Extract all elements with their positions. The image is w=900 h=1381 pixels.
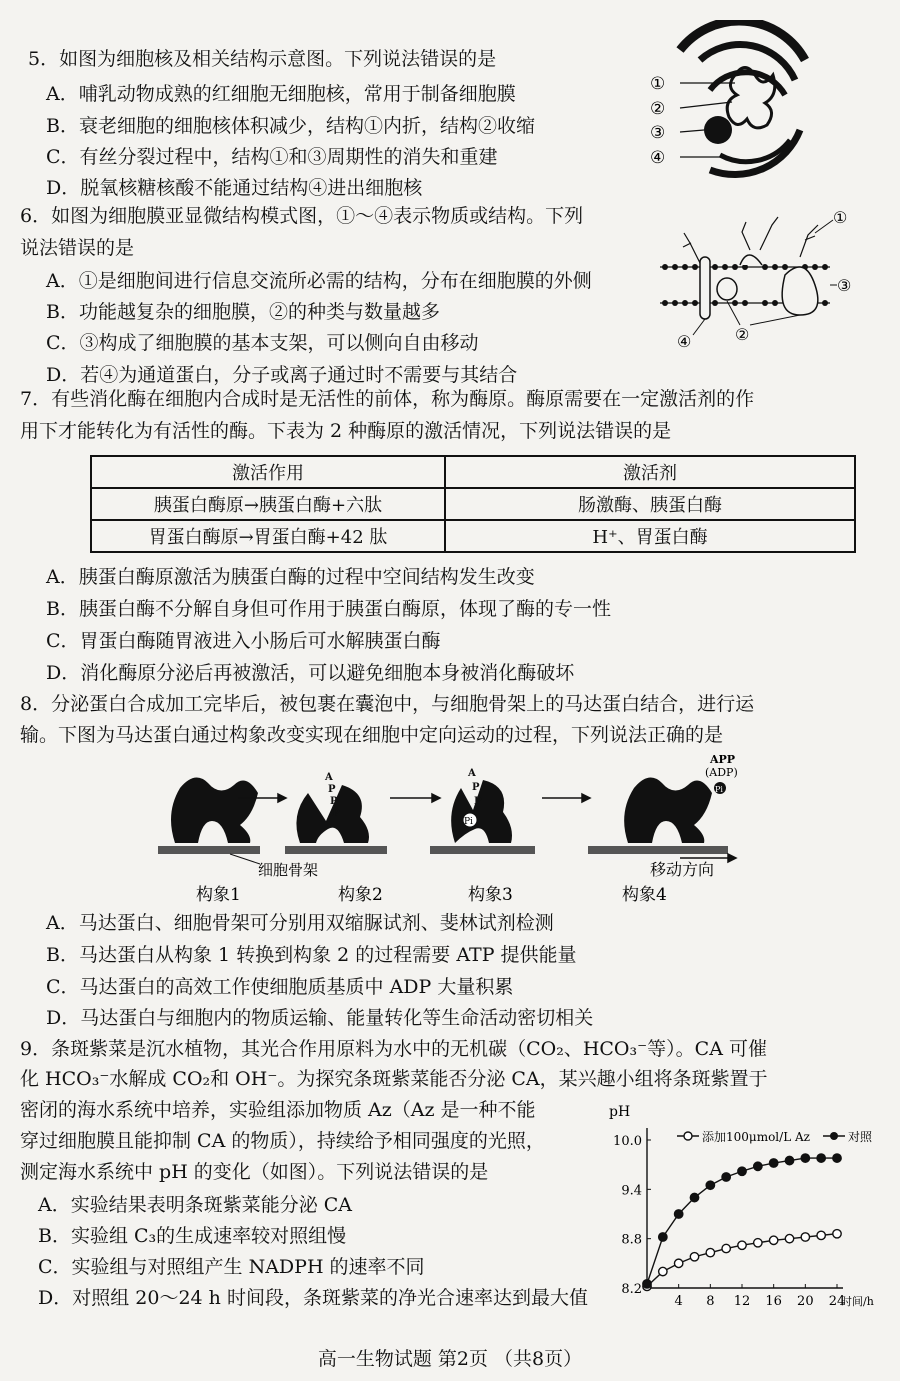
data-point-series-0 [801,1233,809,1241]
chart-x-tick-label: 8 [706,1294,715,1309]
q9-stem-line3: 密闭的海水系统中培养，实验组添加物质 Az（Az 是一种不能 [20,1099,536,1121]
nucleus-label-1: ① [650,74,666,94]
nucleus-label-4: ④ [650,148,666,168]
data-point-series-0 [785,1234,793,1242]
motor3-pi: Pi [464,817,473,827]
q8-option-d: D．马达蛋白与细胞内的物质运输、能量转化等生命活动密切相关 [46,1007,594,1029]
data-point-series-0 [817,1231,825,1239]
q5-stem: 5．如图为细胞核及相关结构示意图。下列说法错误的是 [28,48,497,70]
q9-stem-line4: 穿过细胞膜且能抑制 CA 的物质），持续给予相同强度的光照， [20,1130,545,1152]
motor2-app-a: A [325,772,333,783]
chart-y-tick-label: 8.2 [621,1282,642,1297]
nucleus-diagram [640,20,810,195]
chart-y-tick-label: 8.8 [621,1232,642,1248]
motor3-app-p1: P [472,782,480,793]
membrane-diagram [655,195,860,355]
chart-x-tick-label: 16 [765,1294,782,1309]
q7-stem-line2: 用下才能转化为有活性的酶。下表为 2 种酶原的激活情况，下列说法错误的是 [20,420,672,442]
q9-stem-line2: 化 HCO₃⁻水解成 CO₂和 OH⁻。为探究条斑紫菜能否分泌 CA，某兴趣小组将条斑紫置于 [20,1068,768,1090]
chart-x-tick-label: 4 [674,1294,683,1309]
q7-option-b: B．胰蛋白酶不分解自身但可作用于胰蛋白酶原，体现了酶的专一性 [46,598,611,620]
chart-x-tick-label: 20 [797,1294,814,1309]
data-point-series-0 [738,1241,746,1249]
membrane-label-1: ① [833,208,848,227]
conformation-1: 构象1 [196,885,241,905]
data-point-series-0 [706,1248,714,1256]
q7-option-d: D．消化酶原分泌后再被激活，可以避免细胞本身被消化酶破坏 [46,662,575,684]
table-header-row [91,456,855,488]
q6-stem-line1: 6．如图为细胞膜亚显微结构模式图，①～④表示物质或结构。下列 [20,205,584,227]
page-footer: 高一生物试题 第2页 （共8页） [317,1348,583,1370]
legend-series-az: 添加100μmol/L Az [702,1130,810,1144]
table-cell: H⁺、胃蛋白酶 [445,520,855,552]
data-point-series-1 [706,1181,714,1189]
motor2-app-p2: P [330,796,338,807]
data-point-series-0 [674,1259,682,1267]
q6-stem-line2: 说法错误的是 [20,237,135,259]
data-point-series-0 [690,1253,698,1261]
q9-option-b: B．实验组 C₃的生成速率较对照组慢 [38,1225,347,1247]
q9-option-a: A．实验结果表明条斑紫菜能分泌 CA [38,1194,353,1216]
nucleus-label-3: ③ [650,123,666,143]
q7-option-c: C．胃蛋白酶随胃液进入小肠后可水解胰蛋白酶 [46,630,441,652]
membrane-label-3: ③ [837,276,852,295]
data-point-series-1 [785,1156,793,1164]
q5-option-b: B．衰老细胞的细胞核体积减少，结构①内折，结构②收缩 [46,115,535,137]
data-point-series-0 [722,1244,730,1252]
table-header: 激活剂 [445,456,855,488]
chart-x-tick-label: 24 [828,1294,846,1309]
q8-stem-line2: 输。下图为马达蛋白通过构象改变实现在细胞中定向运动的过程，下列说法正确的是 [20,724,724,746]
membrane-label-4: ④ [677,332,692,351]
chart-y-tick-label: 10.0 [613,1134,642,1149]
q7-option-a: A．胰蛋白酶原激活为胰蛋白酶的过程中空间结构发生改变 [46,566,535,588]
q5-option-d: D．脱氧核糖核酸不能通过结构④进出细胞核 [46,177,423,199]
conformation-2: 构象2 [338,885,383,905]
q7-stem-line1: 7．有些消化酶在细胞内合成时是无活性的前体，称为酶原。酶原需要在一定激活剂的作 [20,388,755,410]
data-point-series-1 [690,1193,698,1201]
q8-stem-line1: 8．分泌蛋白合成加工完毕后，被包裹在囊泡中，与细胞骨架上的马达蛋白结合，进行运 [20,693,755,715]
data-point-series-1 [833,1154,841,1162]
data-point-series-0 [754,1239,762,1247]
q9-option-c: C．实验组与对照组产生 NADPH 的速率不同 [38,1256,425,1278]
q8-option-b: B．马达蛋白从构象 1 转换到构象 2 的过程需要 ATP 提供能量 [46,944,577,966]
data-point-series-1 [738,1167,746,1175]
released-adp: (ADP) [705,766,738,779]
legend-series-control: 对照 [848,1130,873,1144]
data-point-series-0 [833,1230,841,1238]
q8-option-c: C．马达蛋白的高效工作使细胞质基质中 ADP 大量积累 [46,976,514,998]
data-point-series-1 [722,1173,730,1181]
data-point-series-0 [659,1267,667,1275]
q9-option-d: D．对照组 20～24 h 时间段，条斑紫菜的净光合速率达到最大值 [38,1287,588,1309]
table-cell: 胃蛋白酶原→胃蛋白酶+42 肽 [91,520,445,552]
conformation-3: 构象3 [468,885,513,905]
motor3-app-p2: P [474,796,482,807]
zymogen-table [90,455,856,553]
motor3-app-a: A [468,768,476,779]
data-point-series-1 [817,1154,825,1162]
q6-option-a: A．①是细胞间进行信息交流所必需的结构，分布在细胞膜的外侧 [46,270,592,292]
q6-option-d: D．若④为通道蛋白，分子或离子通过时不需要与其结合 [46,364,518,386]
nucleus-label-2: ② [650,99,666,119]
chart-xlabel: 时间/h [841,1295,874,1308]
chart-ylabel: pH [609,1104,631,1120]
chart-legend [677,1129,873,1144]
q6-option-c: C．③构成了细胞膜的基本支架，可以侧向自由移动 [46,332,479,354]
direction-label: 移动方向 [650,860,715,879]
motor-protein-diagram [150,748,870,908]
q9-stem-line5: 测定海水系统中 pH 的变化（如图）。下列说法错误的是 [20,1161,489,1183]
released-pi: Pi [715,785,723,794]
table-row [91,520,855,552]
table-row [91,488,855,520]
membrane-label-2: ② [735,325,750,344]
chart-x-tick-label: 12 [733,1294,751,1309]
table-cell: 肠激酶、胰蛋白酶 [445,488,855,520]
data-point-series-1 [754,1162,762,1170]
data-point-series-1 [659,1233,667,1241]
conformation-4: 构象4 [622,885,667,905]
data-point-series-0 [769,1236,777,1244]
motor2-app-p3: P [332,808,340,819]
released-app: APP [710,753,736,766]
data-point-series-1 [769,1159,777,1167]
chart-y-tick-label: 9.4 [621,1183,642,1199]
skeleton-label: 细胞骨架 [258,861,319,879]
q9-stem-line1: 9．条斑紫菜是沉水植物，其光合作用原料为水中的无机碳（CO₂、HCO₃⁻等）。CA 可催 [20,1038,767,1060]
q6-option-b: B．功能越复杂的细胞膜，②的种类与数量越多 [46,301,440,323]
table-cell: 胰蛋白酶原→胰蛋白酶+六肽 [91,488,445,520]
table-header: 激活作用 [91,456,445,488]
q5-option-c: C．有丝分裂过程中，结构①和③周期性的消失和重建 [46,146,498,168]
q5-option-a: A．哺乳动物成熟的红细胞无细胞核，常用于制备细胞膜 [46,83,516,105]
motor2-app-p1: P [328,784,336,795]
q8-option-a: A．马达蛋白、细胞骨架可分别用双缩脲试剂、斐林试剂检测 [46,912,554,934]
data-point-series-1 [643,1280,651,1288]
ph-chart [605,1100,895,1315]
data-point-series-1 [801,1154,809,1162]
data-point-series-1 [674,1210,682,1218]
